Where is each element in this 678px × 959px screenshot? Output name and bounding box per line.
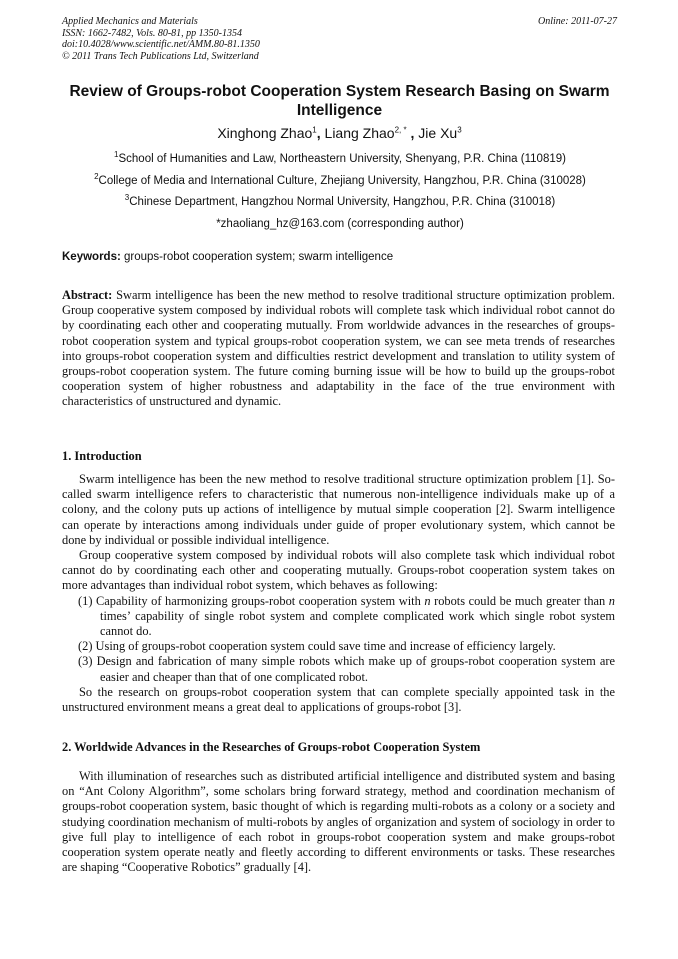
author-list: Xinghong Zhao$^1$, Liang Zhao$^{2, *}$ , Jie Xu$^3$ xyxy=(217,125,462,141)
affiliation-text: College of Media and International Culture, Zhejiang University, Hangzhou, P.R. China (310028) xyxy=(98,175,586,187)
paragraph: With illumination of researches such as distributed artificial intelligence and distributed system and basing on “Ant Colony Algorithm”, some scholars bring forward strategy, method and coordination mechanism of groups-robot cooperation system, basic thought of which is regarding multi-robots as a colony or a society and studying coordination mechanism of multi-robots by angles of organization and system of sociology in order to give full play to intelligence of each robot in groups-robot cooperation system and make groups-robot cooperation system operate neatly and fleetly according to different environments or tasks. These researches are shaping “Cooperative Robotics” gradually [4]. xyxy=(62,769,615,875)
section-heading: 2. Worldwide Advances in the Researches of Groups-robot Cooperation System xyxy=(62,740,481,754)
author-superscript: 3 xyxy=(457,125,462,135)
journal-name: Applied Mechanics and Materials xyxy=(62,16,198,27)
author-name: Xinghong Zhao xyxy=(217,125,313,141)
journal-header xyxy=(62,16,617,62)
affiliation xyxy=(50,174,630,188)
abstract xyxy=(62,288,615,410)
corresponding-email: *zhaoliang_hz@163.com (corresponding author) xyxy=(216,218,464,230)
paragraph: Swarm intelligence has been the new method to resolve traditional structure optimization problem [1]. So-called swarm intelligence refers to characteristic that numerous non-intelligence individuals make up of a colony, and the colony puts up actions of intelligence by mutual simple cooperation [2]. Swarm intelligence can operate by interactions among individuals under guide of proper evolutionary system, which cannot be done by individual or possible individual intelligence. xyxy=(62,472,615,547)
author-name: Jie Xu xyxy=(418,125,458,141)
list-text: (1) Capability of harmonizing groups-robot cooperation system with xyxy=(78,593,425,608)
author-superscript: 2, * xyxy=(394,125,407,135)
section-body xyxy=(62,472,615,715)
affiliation xyxy=(50,195,630,209)
keywords xyxy=(62,250,617,264)
list-text: robots could be much greater than xyxy=(430,593,609,608)
list-item: (2) Using of groups-robot cooperation system could save time and increase of efficiency largely. xyxy=(78,639,556,654)
list-variable: n xyxy=(608,593,615,608)
paragraph: Group cooperative system composed by individual robots will also complete task which individual robot cannot do by coordinating each other and cooperating mutually. Groups-robot cooperation system takes on more advantages than individual robot system, which behaves as following: xyxy=(62,548,615,593)
list-item: (3) Design and fabrication of many simple robots which make up of groups-robot cooperation system are easier and cheaper than that of one complicated robot. xyxy=(78,654,615,684)
section-body xyxy=(62,769,615,875)
keywords-text: groups-robot cooperation system; swarm intelligence xyxy=(124,251,394,263)
author-superscript: 1 xyxy=(312,125,317,135)
list-item xyxy=(62,594,615,640)
section-heading: 1. Introduction xyxy=(62,449,142,463)
abstract-text: Swarm intelligence has been the new method to resolve traditional structure optimization problem. Group cooperative system composed by individual robots will complete task which individual robot cannot do by coordinating each other and cooperating mutually. From worldwide advances in the researches of groups-robot cooperation system and typical groups-robot cooperation system, we can see meta trends of researches into groups-robot cooperation system and difficulties restrict development and translation to utility system of groups-robot cooperation system. The future coming burning issue will be how to build up the groups-robot cooperation system of higher robustness and adaptability in the face of the true environment with characteristics of unstructured and dynamic. xyxy=(62,288,615,409)
abstract-label: Abstract: xyxy=(62,288,113,302)
doi-line: doi:10.4028/www.scientific.net/AMM.80-81.1350 xyxy=(62,39,260,50)
author-name: Liang Zhao xyxy=(324,125,395,141)
online-date: Online: 2011-07-27 xyxy=(538,16,617,27)
paragraph: So the research on groups-robot cooperation system that can complete specially appointed task in the unstructured environment means a great deal to applications of groups-robot [3]. xyxy=(62,684,615,715)
issn-line: ISSN: 1662-7482, Vols. 80-81, pp 1350-1354 xyxy=(62,27,242,39)
affiliation-superscript: 2 xyxy=(94,172,99,182)
copyright-line: © 2011 Trans Tech Publications Ltd, Switzerland xyxy=(62,50,259,62)
list-text: times’ capability of single robot system and complete complicated work which single robot system cannot do. xyxy=(100,608,615,639)
affiliation-superscript: 1 xyxy=(114,150,119,160)
affiliation-text: School of Humanities and Law, Northeastern University, Shenyang, P.R. China (110819) xyxy=(118,153,566,165)
affiliation-superscript: 3 xyxy=(124,193,130,203)
affiliation xyxy=(50,152,630,166)
keywords-label: Keywords: xyxy=(62,251,121,263)
paper-title: Review of Groups-robot Cooperation System Research Basing on Swarm Intelligence xyxy=(69,83,610,119)
list-variable: n xyxy=(424,593,431,608)
affiliation-text: Chinese Department, Hangzhou Normal University, Hangzhou, P.R. China (310018) xyxy=(129,196,556,208)
